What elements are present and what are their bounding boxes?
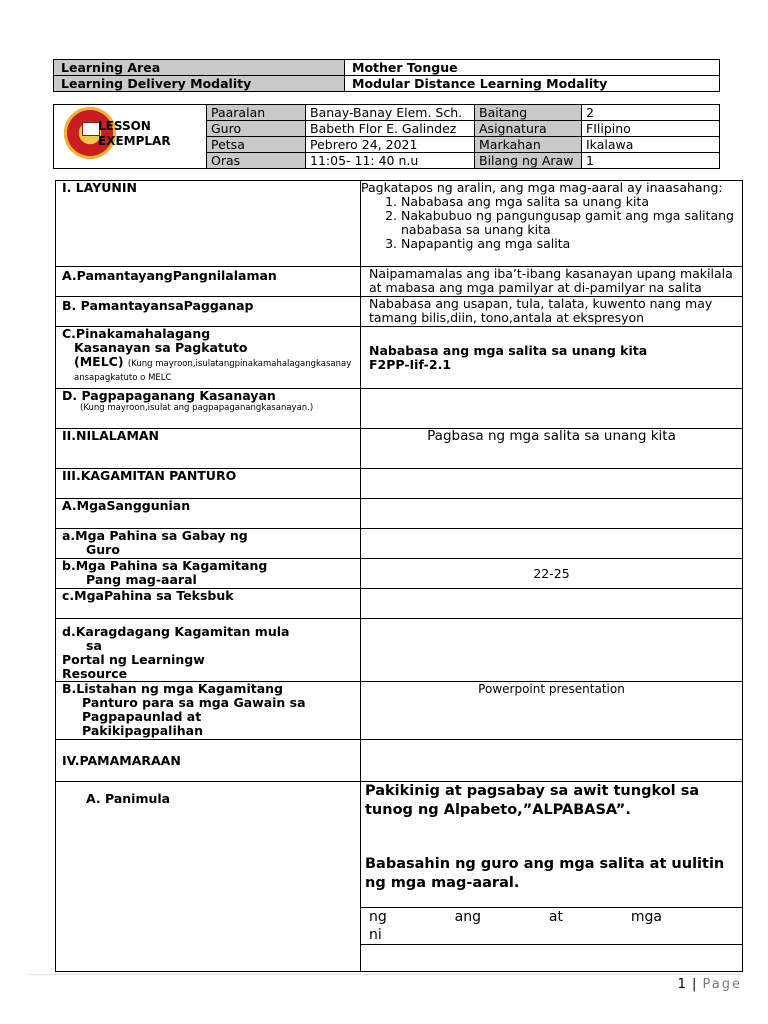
header-value: 2	[582, 105, 720, 121]
pamamaraan-label: IV.PAMAMARAAN	[56, 740, 361, 782]
sanggunian-value	[361, 499, 743, 529]
list-item: 3. Napapantig ang mga salita	[401, 237, 738, 251]
pagpapaganang-note: (Kung mayroon,isulat ang pagpapaganangkasanayan.)	[80, 403, 314, 413]
nilalaman-label: II.NILALAMAN	[56, 429, 361, 469]
layunin-list	[361, 195, 738, 251]
header-value: Babeth Flor E. Galindez	[306, 121, 475, 137]
kagamitan-value	[361, 469, 743, 499]
teksbuk-label: c.MgaPahina sa Teksbuk	[56, 589, 361, 619]
panimula-content	[361, 782, 743, 972]
header-label: Baitang	[475, 105, 582, 121]
header-value: FIlipino	[582, 121, 720, 137]
melc-value: Nababasa ang mga salita sa unang kita F2PP-Iif-2.1	[361, 327, 743, 389]
learning-area-label: Learning Area	[54, 60, 345, 76]
kagamitang-value: 22-25	[361, 559, 743, 589]
modality-label: Learning Delivery Modality	[54, 76, 345, 92]
panimula-label: A. Panimula	[56, 782, 361, 972]
panimula-paragraph-1: Pakikinig at pagsabay sa awit tungkol sa tunog ng Alpabeto,”ALPABASA”.	[365, 783, 700, 818]
listahan-value: Powerpoint presentation	[361, 682, 743, 740]
lesson-header-table	[53, 104, 720, 169]
header-label: Bilang ng Araw	[475, 153, 582, 169]
sanggunian-label: A.MgaSanggunian	[56, 499, 361, 529]
layunin-intro: Pagkatapos ng aralin, ang mga mag-aaral ay inaasahang:	[361, 180, 723, 195]
logo-cell	[54, 105, 207, 169]
karagdagan-label: d.Karagdagang Kagamitan mula sa Portal ng Learningw Resource	[56, 619, 361, 682]
lesson-plan-table	[55, 180, 743, 972]
teksbuk-value	[361, 589, 743, 619]
word: ni	[369, 927, 382, 943]
header-label: Markahan	[475, 137, 582, 153]
page-separator: |	[691, 977, 698, 992]
melc-label: C.Pinakamahalagang Kasanayan sa Pagkatuto (MELC) (Kung mayroon,isulatangpinakamahalagangkasanay ansapagkatuto o MELC	[56, 327, 361, 389]
header-label: Paaralan	[207, 105, 306, 121]
header-label: Oras	[207, 153, 306, 169]
word: at	[548, 909, 563, 925]
word: ng	[369, 909, 387, 925]
lesson-exemplar-text: LESSON EXEMPLAR	[98, 119, 171, 148]
header-label: Petsa	[207, 137, 306, 153]
panimula-paragraph-2: Babasahin ng guro ang mga salita at uulitin ng mga mag-aaral.	[365, 856, 725, 891]
word: mga	[630, 909, 662, 925]
lesson-exemplar-title	[98, 119, 171, 149]
page-footer	[678, 977, 742, 992]
header-value: 1	[582, 153, 720, 169]
word: ang	[454, 909, 481, 925]
header-value: Ikalawa	[582, 137, 720, 153]
listahan-label: B.Listahan ng mga Kagamitang Panturo para sa mga Gawain sa Pagpapaunlad at Pakikipagpalihan	[56, 682, 361, 740]
karagdagan-value	[361, 619, 743, 682]
word-list-box	[361, 907, 742, 945]
modality-value: Modular Distance Learning Modality	[345, 76, 720, 92]
melc-note: (Kung mayroon,isulatangpinakamahalagangkasanay ansapagkatuto o MELC	[74, 359, 352, 383]
pamantayan-pagganap-value: Nababasa ang usapan, tula, talata, kuwento nang may tamang bilis,diin, tono,antala at ekspresyon	[361, 297, 743, 327]
page-number: 1	[677, 977, 687, 992]
layunin-content	[361, 181, 743, 267]
header-label: Guro	[207, 121, 306, 137]
pamantayang-pangnilalaman-label: A.PamantayangPangnilalaman	[56, 267, 361, 297]
word-row	[361, 908, 742, 927]
page-label: Page	[702, 977, 742, 992]
gabay-value	[361, 529, 743, 559]
gabay-label: a.Mga Pahina sa Gabay ng Guro	[56, 529, 361, 559]
pagpapaganang-kasanayan-label: D. Pagpapaganang Kasanayan (Kung mayroon,isulat ang pagpapaganangkasanayan.)	[56, 389, 361, 429]
pamantayan-pagganap-label: B. PamantayansaPagganap	[56, 297, 361, 327]
header-label: Asignatura	[475, 121, 582, 137]
nilalaman-value: Pagbasa ng mga salita sa unang kita	[361, 429, 743, 469]
list-item: 1. Nababasa ang mga salita sa unang kita	[401, 195, 738, 209]
pamantayang-pangnilalaman-value: Naipamamalas ang iba’t-ibang kasanayan upang makilala at mabasa ang mga pamilyar at di-pamilyar na salita	[361, 267, 743, 297]
header-value: 11:05- 11: 40 n.u	[306, 153, 475, 169]
footer-divider	[27, 974, 742, 975]
list-item: 2. Nakabubuo ng pangungusap gamit ang mga salitang nababasa sa unang kita	[401, 209, 738, 237]
header-value: Banay-Banay Elem. Sch.	[306, 105, 475, 121]
learning-area-value: Mother Tongue	[345, 60, 720, 76]
layunin-label: I. LAYUNIN	[56, 181, 361, 267]
header-value: Pebrero 24, 2021	[306, 137, 475, 153]
learning-area-table	[53, 59, 720, 92]
pamamaraan-value	[361, 740, 743, 782]
pagpapaganang-kasanayan-value	[361, 389, 743, 429]
kagamitang-label: b.Mga Pahina sa Kagamitang Pang mag-aaral	[56, 559, 361, 589]
kagamitan-label: III.KAGAMITAN PANTURO	[56, 469, 361, 499]
